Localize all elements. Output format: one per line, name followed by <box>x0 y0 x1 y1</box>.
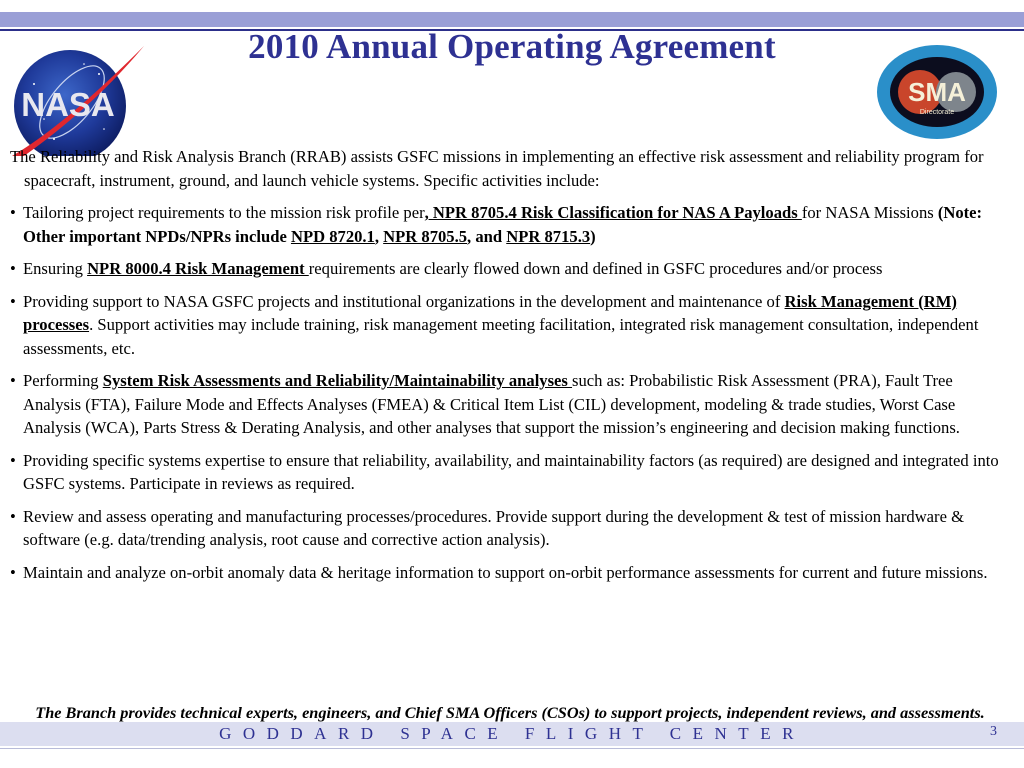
bullet-icon: • <box>10 203 16 222</box>
page-title: 2010 Annual Operating Agreement <box>248 27 776 66</box>
nasa-logo-text: NASA <box>21 86 115 123</box>
sma-logo-text: SMA <box>908 77 966 107</box>
sma-directorate-logo-icon <box>876 44 998 140</box>
bullet-icon: • <box>10 562 16 582</box>
body-content <box>10 145 1010 593</box>
bullet-item: • Tailoring project requirements to the mission risk profile per, NPR 8705.4 Risk Classification for NAS A Payloads for NASA Missions (Note: Other important NPDs/NPRs include NPD 8720.1, NPR 8705.5, and NPR 8715.3) <box>10 203 983 246</box>
footer-org-name: GODDARD SPACE FLIGHT CENTER <box>219 724 805 743</box>
bullet-item: • Maintain and analyze on-orbit anomaly data & heritage information to support on-orbit performance assessments for current and future missions. <box>10 561 1010 585</box>
bullet-icon: • <box>10 450 16 470</box>
sma-logo-subtext: Directorate <box>919 109 955 116</box>
bullet-item: • Performing System Risk Assessments and Reliability/Maintainability analyses such as: Probabilistic Risk Assessment (PRA), Fault Tree Analysis (FTA), Failure Mode and Effects Analyses (FMEA) & Critical Item List (CIL) development, modeling & trade studies, Worst Case Analysis (WCA), Parts Stress & Derating Analysis, and other analyses that support the mission’s engineering and decision making functions. <box>10 371 960 437</box>
npr-8705-4-link[interactable]: , NPR 8705.4 Risk Classification for NAS A Payloads <box>424 203 802 222</box>
bullet-item: • Review and assess operating and manufacturing processes/procedures. Provide support during the development & test of mission hardware & software (e.g. data/trending analysis, root cause and corrective action analysis). <box>10 506 964 549</box>
nasa-logo-icon <box>4 44 146 156</box>
footer-rule <box>0 748 1024 749</box>
npr-8715-3-link[interactable]: NPR 8715.3 <box>506 226 591 246</box>
header-band <box>0 12 1024 27</box>
bullet-icon: • <box>10 371 16 390</box>
bullet-icon: • <box>10 506 16 526</box>
npr-8000-4-link[interactable]: NPR 8000.4 Risk Management <box>87 259 309 278</box>
bullet-icon: • <box>10 291 16 311</box>
bullet-item: • Providing specific systems expertise to ensure that reliability, availability, and maintainability factors (as required) are designed and integrated into GSFC systems. Participate in reviews as required. <box>10 450 999 493</box>
bullet-icon: • <box>10 259 16 278</box>
system-risk-assessments-link[interactable]: System Risk Assessments and Reliability/Maintainability analyses <box>102 371 573 390</box>
closing-statement: The Branch provides technical experts, engineers, and Chief SMA Officers (CSOs) to support projects, independent reviews, and assessments. <box>35 703 985 723</box>
intro-paragraph: The Reliability and Risk Analysis Branch (RRAB) assists GSFC missions in implementing an effective risk assessment and reliability program for spacecraft, instrument, ground, and launch vehicle systems. Specific activities include: <box>10 147 984 190</box>
risk-management-processes-link[interactable]: Risk Management (RM) processes <box>23 291 957 334</box>
npd-8720-1-link[interactable]: NPD 8720.1 <box>290 226 375 246</box>
bullet-item: • Ensuring NPR 8000.4 Risk Management requirements are clearly flowed down and defined in GSFC procedures and/or process <box>10 257 1010 281</box>
page-number: 3 <box>990 724 997 739</box>
bullet-item: • Providing support to NASA GSFC projects and institutional organizations in the development and maintenance of Risk Management (RM) processes. Support activities may include training, risk management meeting facilitation, integrated risk management consultation, independent assessments, etc. <box>10 291 979 358</box>
npr-8705-5-link[interactable]: NPR 8705.5 <box>383 226 468 246</box>
